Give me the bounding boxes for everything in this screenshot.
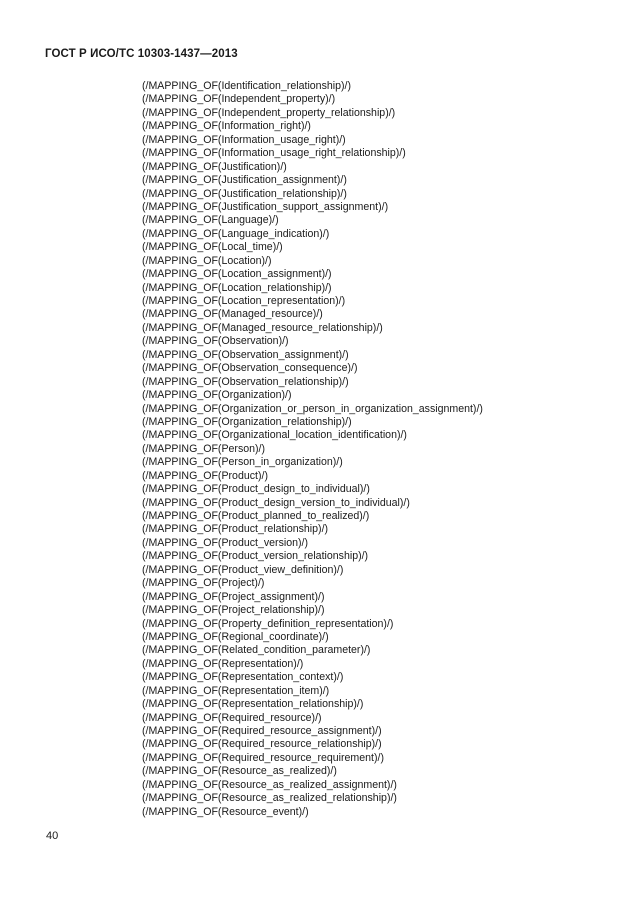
mapping-line: (/MAPPING_OF(Representation_item)/) [142, 684, 330, 697]
mapping-line: (/MAPPING_OF(Justification_support_assignment)/) [142, 200, 389, 213]
mapping-line: (/MAPPING_OF(Product_design_to_individual)/) [142, 483, 370, 496]
mapping-line: (/MAPPING_OF(Product_version)/) [142, 536, 309, 549]
mapping-line: (/MAPPING_OF(Organization_relationship)/) [142, 415, 352, 428]
mapping-line: (/MAPPING_OF(Managed_resource_relationship)/) [142, 321, 383, 334]
mapping-line: (/MAPPING_OF(Resource_as_realized)/) [142, 765, 337, 778]
mapping-line: (/MAPPING_OF(Location_representation)/) [142, 295, 346, 307]
mapping-line: (/MAPPING_OF(Independent_property_relationship)/) [142, 106, 396, 119]
mapping-line: (/MAPPING_OF(Resource_as_realized_assignment)/) [142, 778, 397, 791]
mapping-line: (/MAPPING_OF(Representation_context)/) [142, 671, 344, 684]
mapping-line: (/MAPPING_OF(Observation)/) [142, 335, 289, 348]
mapping-line: (/MAPPING_OF(Information_right)/) [142, 120, 311, 133]
mapping-line: (/MAPPING_OF(Organizational_location_identification)/) [142, 429, 407, 442]
mapping-line: (/MAPPING_OF(Representation)/) [142, 657, 304, 670]
mapping-line: (/MAPPING_OF(Person)/) [142, 442, 266, 455]
mapping-line: (/MAPPING_OF(Product_planned_to_realized)/) [142, 510, 370, 522]
mapping-line: (/MAPPING_OF(Project)/) [142, 577, 265, 590]
mapping-line: (/MAPPING_OF(Location_assignment)/) [142, 268, 332, 281]
mapping-line: (/MAPPING_OF(Language)/) [142, 214, 279, 227]
mapping-line: (/MAPPING_OF(Language_indication)/) [142, 227, 330, 240]
mapping-line: (/MAPPING_OF(Justification_relationship)/) [142, 187, 347, 200]
mapping-line: (/MAPPING_OF(Representation_relationship)/) [142, 698, 364, 711]
mapping-line: (/MAPPING_OF(Project_assignment)/) [142, 590, 325, 603]
mapping-line: (/MAPPING_OF(Organization)/) [142, 389, 292, 402]
mapping-line: (/MAPPING_OF(Information_usage_right_relationship)/) [142, 147, 406, 160]
mapping-line: (/MAPPING_OF(Related_condition_parameter)/) [142, 644, 371, 657]
mapping-line: (/MAPPING_OF(Observation_consequence)/) [142, 362, 358, 375]
mapping-line: (/MAPPING_OF(Managed_resource)/) [142, 308, 323, 321]
mapping-line: (/MAPPING_OF(Property_definition_representation)/) [142, 617, 394, 630]
mapping-line: (/MAPPING_OF(Required_resource_relationship)/) [142, 738, 382, 751]
mapping-line: (/MAPPING_OF(Product_design_version_to_individual)/) [142, 496, 410, 509]
page-header: ГОСТ Р ИСО/ТС 10303-1437—2013 [45, 48, 238, 60]
mapping-line: (/MAPPING_OF(Observation_assignment)/) [142, 348, 349, 361]
mapping-line: (/MAPPING_OF(Required_resource_assignment)/) [142, 725, 382, 737]
mapping-line: (/MAPPING_OF(Information_usage_right)/) [142, 133, 346, 146]
mapping-line: (/MAPPING_OF(Product_relationship)/) [142, 523, 329, 536]
mapping-line: (/MAPPING_OF(Local_time)/) [142, 241, 283, 254]
mapping-line: (/MAPPING_OF(Project_relationship)/) [142, 604, 325, 617]
mapping-line: (/MAPPING_OF(Organization_or_person_in_organization_assignment)/) [142, 402, 483, 415]
mapping-line: (/MAPPING_OF(Required_resource_requirement)/) [142, 751, 384, 764]
mapping-line: (/MAPPING_OF(Resource_event)/) [142, 805, 309, 818]
mapping-line: (/MAPPING_OF(Justification)/) [142, 160, 287, 173]
mapping-line: (/MAPPING_OF(Product)/) [142, 469, 268, 482]
mapping-line: (/MAPPING_OF(Regional_coordinate)/) [142, 630, 329, 643]
mapping-list [142, 80, 483, 819]
mapping-line: (/MAPPING_OF(Required_resource)/) [142, 711, 322, 724]
mapping-line: (/MAPPING_OF(Identification_relationship)/) [142, 80, 352, 92]
mapping-line: (/MAPPING_OF(Observation_relationship)/) [142, 375, 349, 388]
mapping-line: (/MAPPING_OF(Justification_assignment)/) [142, 174, 347, 187]
mapping-line: (/MAPPING_OF(Product_view_definition)/) [142, 563, 344, 576]
page-number: 40 [46, 830, 59, 842]
mapping-line: (/MAPPING_OF(Person_in_organization)/) [142, 456, 343, 469]
mapping-line: (/MAPPING_OF(Independent_property)/) [142, 93, 336, 106]
mapping-line: (/MAPPING_OF(Location)/) [142, 254, 272, 267]
mapping-line: (/MAPPING_OF(Resource_as_realized_relationship)/) [142, 792, 397, 805]
mapping-line: (/MAPPING_OF(Location_relationship)/) [142, 281, 332, 294]
mapping-line: (/MAPPING_OF(Product_version_relationship)/) [142, 550, 369, 563]
